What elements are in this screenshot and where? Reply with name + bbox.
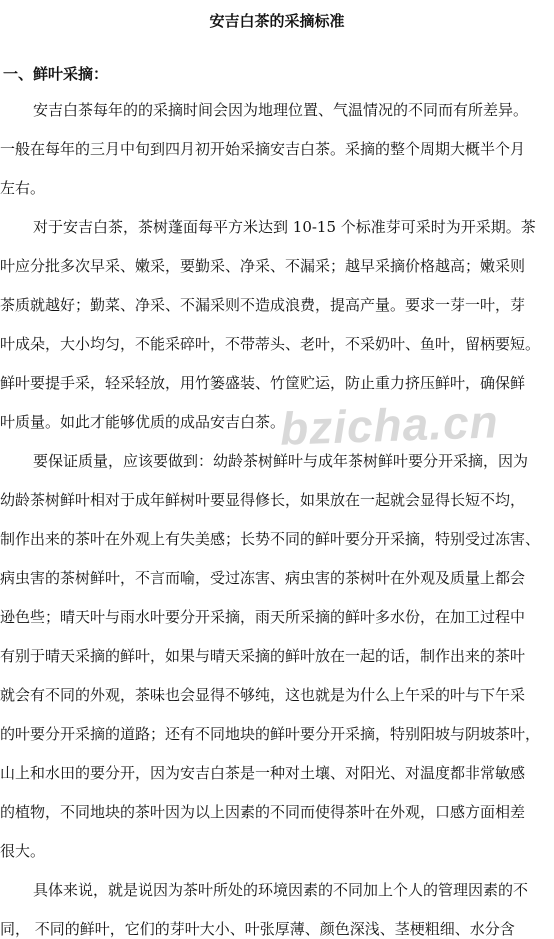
paragraph-line: 同， 不同的鲜叶，它们的芽叶大小、叶张厚薄、颜色深浅、茎梗粗细、水分含: [0, 920, 515, 938]
paragraph-line: 要保证质量，应该要做到：幼龄茶树鲜叶与成年茶树鲜叶要分开采摘，因为: [33, 452, 529, 470]
paragraph-line: 茶质就越好；勤菜、净采、不漏采则不造成浪费，提高产量。要求一芽一叶，芽: [0, 296, 526, 314]
paragraph-line: 具体来说，就是说因为茶叶所处的环境因素的不同加上个人的管理因素的不: [33, 881, 529, 899]
paragraph-line: 逊色些；晴天叶与雨水叶要分开采摘，雨天所采摘的鲜叶多水份，在加工过程中: [0, 608, 526, 626]
paragraph-line: 病虫害的茶树鲜叶，不言而喻，受过冻害、病虫害的茶树叶在外观及质量上都会: [0, 569, 526, 587]
paragraph-line: 叶应分批多次早采、嫩采，要勤采、净采、不漏采；越早采摘价格越高；嫩采则: [0, 257, 526, 275]
paragraph-line: 左右。: [0, 179, 46, 197]
section-heading: 一、鲜叶采摘：: [3, 65, 109, 83]
paragraph-line: 安吉白茶每年的的采摘时间会因为地理位置、气温情况的不同而有所差异。: [33, 101, 529, 119]
paragraph-line: 山上和水田的要分开，因为安吉白茶是一种对土壤、对阳光、对温度都非常敏感: [0, 764, 526, 782]
watermark: bzicha.cn: [279, 395, 500, 455]
paragraph-line: 对于安吉白茶，茶树蓬面每平方米达到 10-15 个标准芽可采时为开采期。茶: [33, 218, 536, 236]
paragraph-line: 一般在每年的三月中旬到四月初开始采摘安吉白茶。采摘的整个周期大概半个月: [0, 140, 526, 158]
paragraph-line: 很大。: [0, 842, 46, 860]
paragraph-line: 有别于晴天采摘的鲜叶，如果与晴天采摘的鲜叶放在一起的话，制作出来的茶叶: [0, 647, 526, 665]
paragraph-line: 鲜叶要提手采，轻采轻放，用竹篓盛装、竹筐贮运，防止重力挤压鲜叶，确保鲜: [0, 374, 526, 392]
paragraph-line: 幼龄茶树鲜叶相对于成年鲜树叶要显得修长，如果放在一起就会显得长短不均，: [0, 491, 526, 509]
paragraph-line: 制作出来的茶叶在外观上有失美感；长势不同的鲜叶要分开采摘，特别受过冻害、: [0, 530, 541, 548]
paragraph-line: 就会有不同的外观，茶味也会显得不够纯，这也就是为什么上午采的叶与下午采: [0, 686, 526, 704]
paragraph-line: 的植物，不同地块的茶叶因为以上因素的不同而使得茶叶在外观，口感方面相差: [0, 803, 526, 821]
paragraph-line: 叶质量。如此才能够优质的成品安吉白茶。: [0, 413, 286, 431]
document-title: 安吉白茶的采摘标准: [209, 12, 345, 30]
paragraph-line: 叶成朵，大小均匀，不能采碎叶，不带蒂头、老叶，不采奶叶、鱼叶，留柄要短。: [0, 335, 541, 353]
paragraph-line: 的叶要分开采摘的道路；还有不同地块的鲜叶要分开采摘，特别阳坡与阴坡茶叶，: [0, 725, 541, 743]
